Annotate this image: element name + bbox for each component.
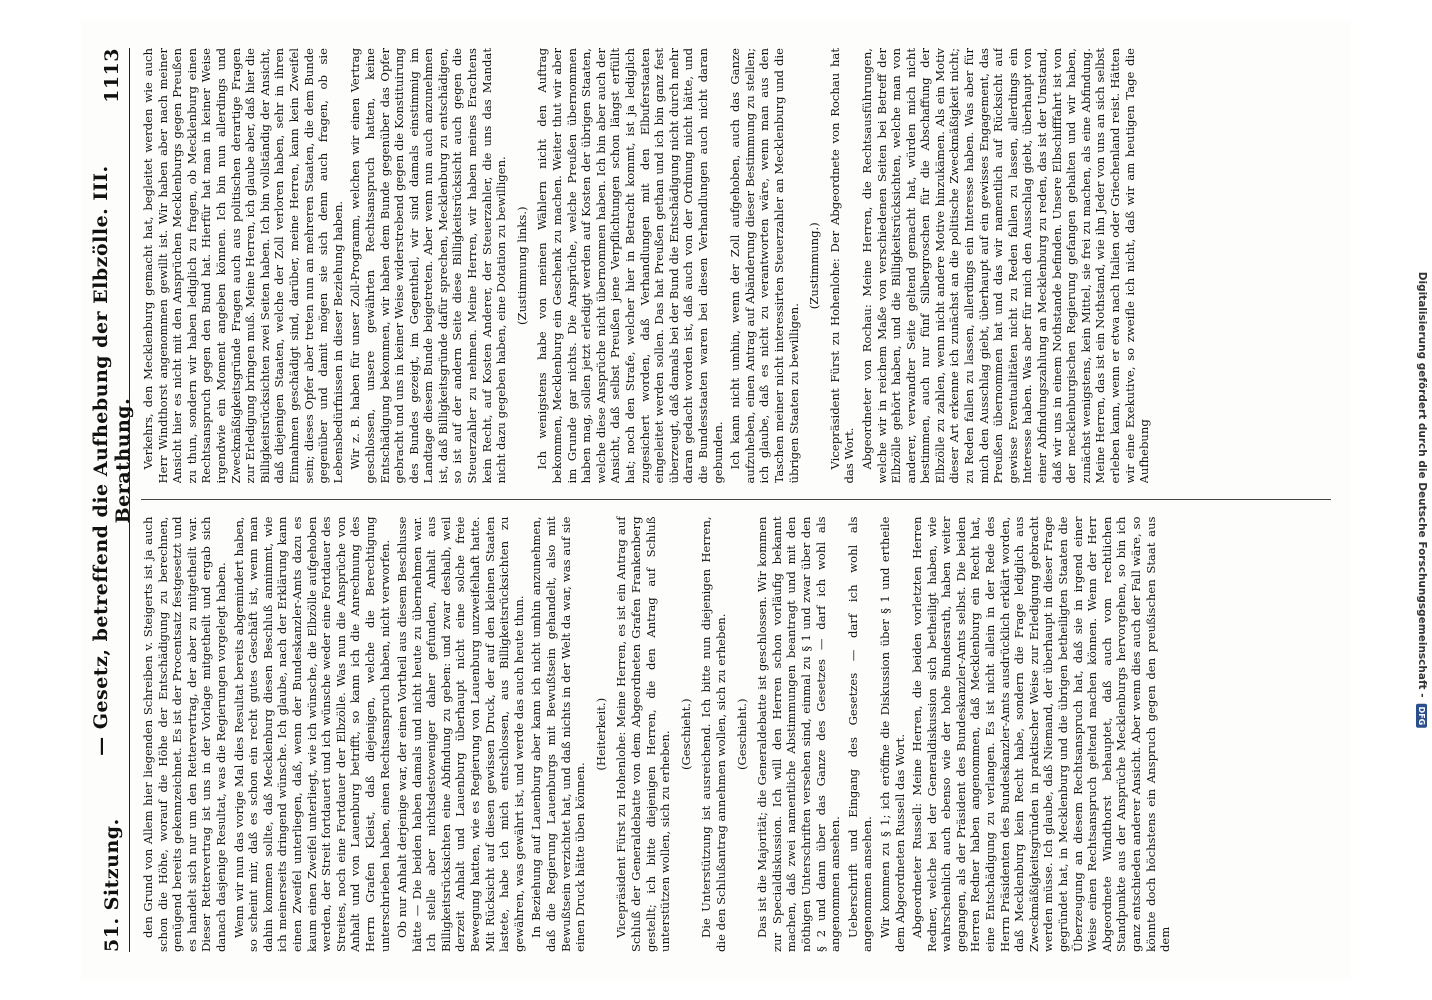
- page-running-title: — Gesetz, betreffend die Aufhebung der Elbzölle. III. Berathung.: [90, 165, 134, 756]
- paragraph: Verkehrs, den Mecklenburg gemacht hat, begleitet werden wie auch Herr Windthorst angenommen gewillt ist. Wir haben aber nach meiner Ansicht hier es nicht mit den Ansprüchen Mecklenburgs gegen Preußen zu thun, sondern wir haben lediglich zu fragen, ob Mecklenburg einen Rechtsanspruch gegen den Bund hat. Hierfür hat man in keiner Weise irgendwie ein Moment angeben können. Ich bin nun allerdings und Zweckmäßigkeitsgründe Fragen auch aus politischen derartige Fragen zur Erledigung bringen muß. Meine Herren, ich glaube aber, daß hier die Billigkeitsrücksichten zwei Seiten haben. Ich bin vollständig der Ansicht, daß diejenigen Staaten, welche der Zoll verloren haben, sehr in ihren Einnahmen geschädigt sind, darüber, meine Herren, kann kein Zweifel sein; dieses Opfer aber treten nun an mehreren Staaten, die dem Bunde gegenüber und damit mögen sie sich denn auch fragen, ob sie Lebensbedürfnissen in dieser Beziehung haben.: [141, 48, 345, 484]
- paragraph: (Zustimmung links.): [514, 206, 529, 325]
- paragraph: (Geschieht.): [734, 698, 749, 770]
- paragraph: Wir z. B. haben für unser Zoll-Programm, welchen wir einen Vertrag geschlossen, unsere gewährten Rechtsanspruch hatten, keine Entschädigung bekommen, wir haben dem Bunde gegenüber das Opfer gebracht und uns in keiner Weise widerstrebend gegen die Konstituirung des Bundes gezeigt, im Gegentheil, wir sind damals einstimmig im Landtage diesem Bunde beigetreten. Aber wenn nun auch anzunehmen ist, daß Billigkeitsgründe dafür sprechen, Mecklenburg zu entschädigen, so ist auf der andern Seite diese Billigkeitsrücksicht auch gegen die Steuerzahler zu nehmen. Meine Herren, wir haben meines Erachtens kein Recht, auf Kosten Anderer, der Steuerzahler, die uns das Mandat nicht dazu gegeben haben, eine Dotation zu bewilligen.: [348, 48, 509, 484]
- page-header: [90, 48, 134, 952]
- paragraph: den Grund von Allem hier liegenden Schreiben v. Steigerts ist ja auch schon die Höhe, worauf die Höhe der Entschädigung zu berechnen, genügend bereits gekennzeichnet. Es ist der Procentsatz festgesetzt und es handelt sich nur um den Rettervertrag, der aber zu mitgetheilt war. Dieser Rettervertrag ist uns in der Vorlage mitgetheilt und ergab sich danach dasjenige Resultat, was die Regierungen vorgelegt haben.: [141, 516, 228, 952]
- left-column: [141, 517, 1331, 953]
- page-body: [141, 48, 1331, 952]
- paragraph: In Beziehung auf Lauenburg aber kann ich nicht umhin anzunehmen, daß die Regierung Lauenburgs mit Bewußtsein gehandelt, also mit Bewußtsein verzichtet hat, und daß nichts in der Welt da war, was auf sie einen Druck hätte üben können.: [529, 516, 588, 952]
- paragraph: Wir kommen zu § 1; ich eröffne die Diskussion über § 1 und ertheile dem Abgeordneten Russell das Wort.: [877, 516, 907, 952]
- paragraph: Abgeordneter von Rochau: Meine Herren, die Rechtsausführungen, welche wir in reichem Maße von verschiedenen Seiten bei Betreff der Elbzölle gehört haben, und die Billigkeitsrücksichten, welche man von anderer, verwandter Seite geltend gemacht hat, würden mich nicht bestimmen, auch nur fünf Silbergroschen für die Abschaffung der Elbzölle zu zahlen, wenn nicht andere Motive hinzukämen. Als ein Motiv dieser Art erkenne ich zunächst an die politische Zweckmäßigkeit nicht; zu Reden fallen zu lassen, allerdings ein Interesse haben. Was aber für mich den Ausschlag giebt, überhaupt auf ein gewisses Engagement, das Preußen übernommen hat und das wir namentlich auf Rücksicht auf gewisse Eventualitäten nicht zu Reden fallen zu lassen, allerdings ein Interesse haben. Was aber für mich den Ausschlag giebt, überhaupt von einer Abfindungszahlung an Mecklenburg zu reden, das ist der Umstand, daß wir uns in einem Nothstande befinden. Unsere Elbschifffahrt ist von der mecklenburgischen Regierung gefangen gehalten und wir haben, zunächst wenigstens, kein Mittel, sie frei zu machen, als eine Abfindung. Meine Herren, das ist ein Nothstand, wie ihn Jeder von uns an sich selbst erleben kann, wenn er etwa nach Italien oder Griechenland reist. Hätten wir eine Exekutive, so zweifle ich nicht, daß wir am heutigen Tage die Aufhebung: [859, 48, 1152, 484]
- paragraph: (Geschieht.): [678, 698, 693, 770]
- session-label: 51. Sitzung.: [101, 818, 123, 952]
- attribution-text: Digitalisierung gefördert durch die Deutsche Forschungsgemeinschaft -: [1416, 271, 1428, 698]
- paragraph: Die Unterstützung ist ausreichend. Ich bitte nun diejenigen Herren, die den Schlußantrag annehmen wollen, sich zu erheben.: [699, 516, 728, 952]
- page-number: 1113: [101, 48, 123, 103]
- paragraph: Wenn wir nun das vorige Mal dies Resultat bereits abgemindert haben, so scheint mir, daß es schon ein recht gutes Geschäft ist, wenn man dahin kommen sollte, daß Mecklenburg diesen Beschluß annimmt, wie ich meinerseits dringend wünsche. Ich glaube, nach der Erklärung kann einen Zweifel unterliegen, daß, wenn der Bundeskanzler-Amts dazu es kaum einen Zweifel unterliegt, wie ich wünsche, die Elbzölle aufgehoben werden, der Streit fortdauert und ich wünsche weder eine Fortdauer des Streites, noch eine Fortdauer der Elbzölle. Was nun die Ansprüche von Anhalt und von Lauenburg betrifft, so kann ich die Anrechnung des Herrn Grafen Kleist, daß diejenigen, welche die Berechtigung unterschrieben haben, einen Rechtsanspruch haben, nicht verworfen.: [231, 516, 392, 952]
- paragraph: Ich kann nicht umhin, wenn der Zoll aufgehoben, auch das Ganze aufzuheben, einen Antrag auf Abänderung dieser Bestimmung zu stellen; ich glaube, daß es nicht zu verantworten wäre, wenn man aus den Taschen meiner nicht interessirten Steuerzahler an Mecklenburg und die übrigen Staaten zu bewilligen.: [728, 48, 801, 484]
- paragraph: Vicepräsident Fürst zu Hohenlohe: Meine Herren, es ist ein Antrag auf Schluß der Generaldebatte von dem Abgeordneten Grafen Frankenberg gestellt; ich bitte diejenigen Herren, die den Antrag auf Schluß unterstützen wollen, sich zu erheben.: [614, 516, 673, 952]
- paragraph: Vicepräsident Fürst zu Hohenlohe: Der Abgeordnete von Rochau hat das Wort.: [827, 48, 857, 484]
- paragraph: Ob nur Anhalt derjenige war, der einen Vortheil aus diesem Beschlusse hätte — Die beiden haben damals und nicht heute zu übernehmen war. Ich stelle aber nichtsdestoweniger daher gefunden, Anhalt aus Billigkeitsrücksichten eine Abfindung zu geben: und zwar deshalb, weil derzeit Anhalt und Lauenburg überhaupt nicht eine solche freie Bewegung hatten, wie es Regierung von Lauenburg unzweifelhaft hatte. Mit Rücksicht auf diesen gewissen Druck, der auf den kleinen Staaten lastete, habe ich mich entschlossen, aus Billigkeitsrücksichten zu gewähren, was gewährt ist, und werde das auch heute thun.: [395, 516, 526, 952]
- paragraph: (Heiterkeit.): [593, 697, 608, 771]
- dfg-logo: DFG: [1417, 704, 1428, 729]
- right-column: [141, 48, 1331, 484]
- paragraph: Abgeordneter Russell: Meine Herren, die beiden vorletzten Herren Redner, welche bei der Generaldiskussion sich betheiligt haben, wie wahrscheinlich auch ebenso wie der hohe Bundesrath, haben weiter gegangen, als der Präsident des Bundeskanzler-Amts selbst. Die beiden Herren Redner haben angenommen, daß Mecklenburg ein Recht hat, eine Entschädigung zu verlangen. Es ist nicht allein in der Rede des Herrn Präsidenten des Bundeskanzler-Amts ausdrücklich erklärt worden, daß Mecklenburg kein Recht habe, sondern die Frage lediglich aus Zweckmäßigkeitsgründen in praktischer Weise zur Erledigung gebracht werden müsse. Ich glaube, daß Niemand, der überhaupt in dieser Frage gegründet hat, in Mecklenburg und die übrigen betheiligten Staaten die Überzeugung an diesem Rechtsanspruch hat, daß sie in irgend einer Weise einen Rechtsanspruch geltend machen können. Wenn der Herr Abgeordnete Windthorst behauptet, daß auch vom rechtlichen Standpunkte aus der Ansprüche Mecklenburgs hervorgehen, so bin ich ganz entschieden anderer Ansicht. Aber wenn dies auch der Fall wäre, so könnte doch höchstens ein Anspruch gegen den preußischen Staat aus dem: [910, 516, 1173, 952]
- document-page: [81, 20, 1351, 980]
- paragraph: Ueberschrift und Eingang des Gesetzes — darf ich wohl als angenommen ansehen.: [845, 516, 875, 952]
- digitization-attribution: [1416, 272, 1428, 728]
- paragraph: Das ist die Majorität; die Generaldebatte ist geschlossen. Wir kommen zur Specialdiskussion. Ich will den Herren schon vorläufig bekannt machen, daß zwei namentliche Abstimmungen beantragt und mit den nöthigen Unterschriften versehen sind, einmal zu § 1 und zwar über den § 2 und dann über das Ganze des Gesetzes — darf ich wohl als angenommen ansehen.: [755, 516, 843, 952]
- column-divider: [141, 500, 1331, 501]
- paragraph: (Zustimmung.): [807, 222, 822, 310]
- paragraph: Ich wenigstens habe von meinen Wählern nicht den Auftrag bekommen, Mecklenburg ein Geschenk zu machen. Weiter thut wir aber im Grunde gar nichts. Die Ansprüche, welche Preußen übernommen haben mag, sollen jetzt erledigt werden auf Kosten der übrigen Staaten, welche diese Ansprüche nicht übernommen haben. Ich bin aber auch der Ansicht, daß selbst Preußen jene Verpflichtungen schon längst erfüllt hat; noch den Strafe, welcher hier in Betracht kommt, ist ja lediglich zugesichert worden, daß Verhandlungen mit den Elbuferstaaten eingeleitet werden sollen. Das hat Preußen gethan und ich bin ganz fest überzeugt, daß damals bei der Bund die Entschädigung nicht durch mehr daran gedacht worden ist, daß auch von der Ordnung nicht hätte, und die Bundesstaaten waren bei diesen Verhandlungen auch nicht daran gebunden.: [535, 48, 725, 484]
